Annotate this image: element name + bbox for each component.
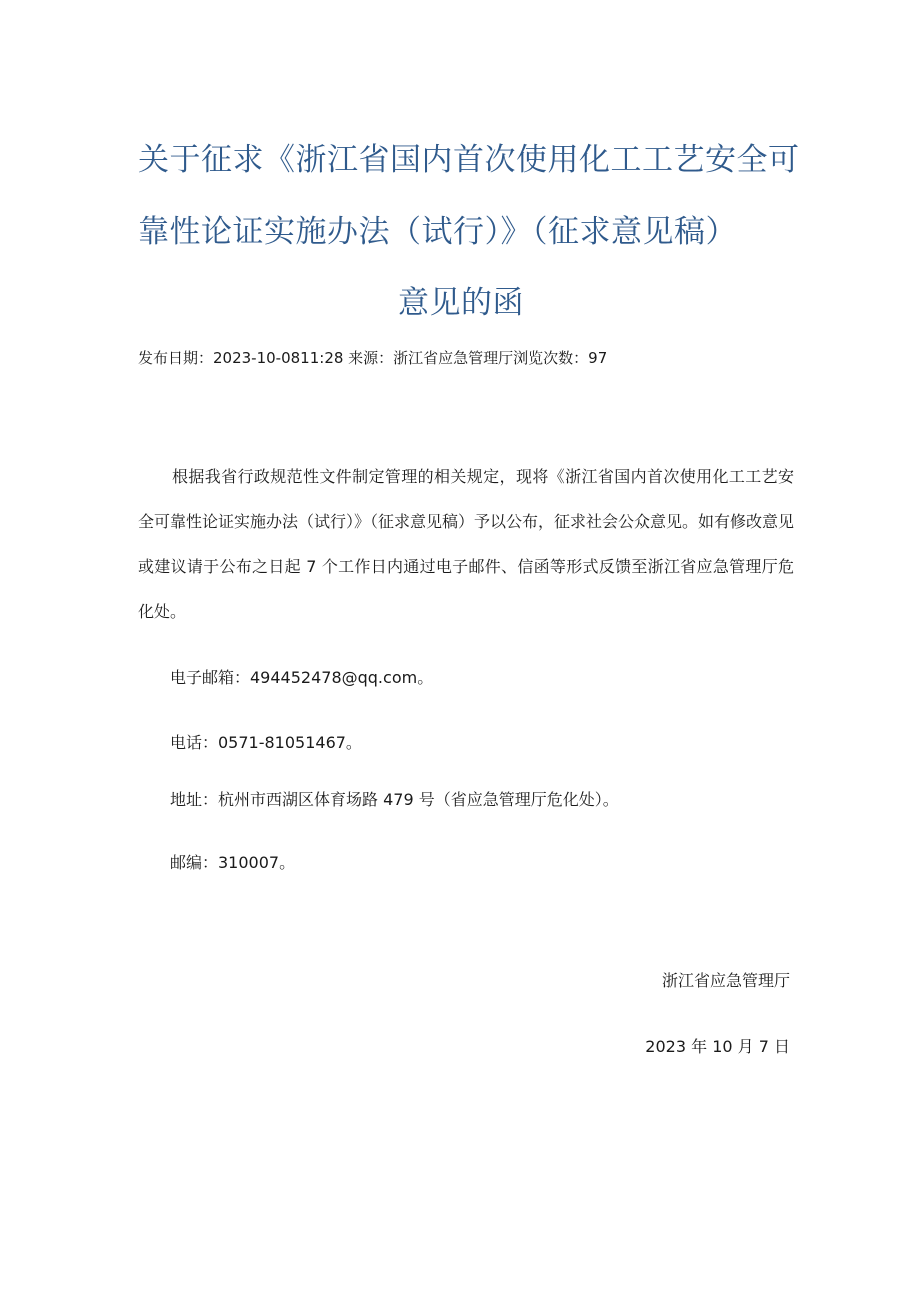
contact-phone: 电话：0571-81051467。 <box>170 733 362 752</box>
signature-org: 浙江省应急管理厅 <box>661 971 790 990</box>
document-title-line-1: 关于征求《浙江省国内首次使用化工工艺安全可 <box>138 142 800 178</box>
publish-meta: 发布日期：2023-10-0811:28 来源：浙江省应急管理厅浏览次数：97 <box>138 349 608 367</box>
document-title-line-2: 靠性论证实施办法（试行）》（征求意见稿） <box>138 214 737 250</box>
document-title-line-3: 意见的函 <box>398 285 524 321</box>
contact-zip: 邮编：310007。 <box>170 853 296 872</box>
signature-date: 2023 年 10 月 7 日 <box>645 1037 790 1056</box>
body-paragraph: 根据我省行政规范性文件制定管理的相关规定，现将《浙江省国内首次使用化工工艺安全可靠性论证实施办法（试行）》（征求意见稿）予以公布，征求社会公众意见。如有修改意见或建议请于公布之日起 7 个工作日内通过电子邮件、信函等形式反馈至浙江省应急管理厅危化处。 <box>138 467 795 621</box>
contact-address: 地址：杭州市西湖区体育场路 479 号（省应急管理厅危化处）。 <box>170 790 619 809</box>
contact-email: 电子邮箱：494452478@qq.com。 <box>170 668 434 687</box>
